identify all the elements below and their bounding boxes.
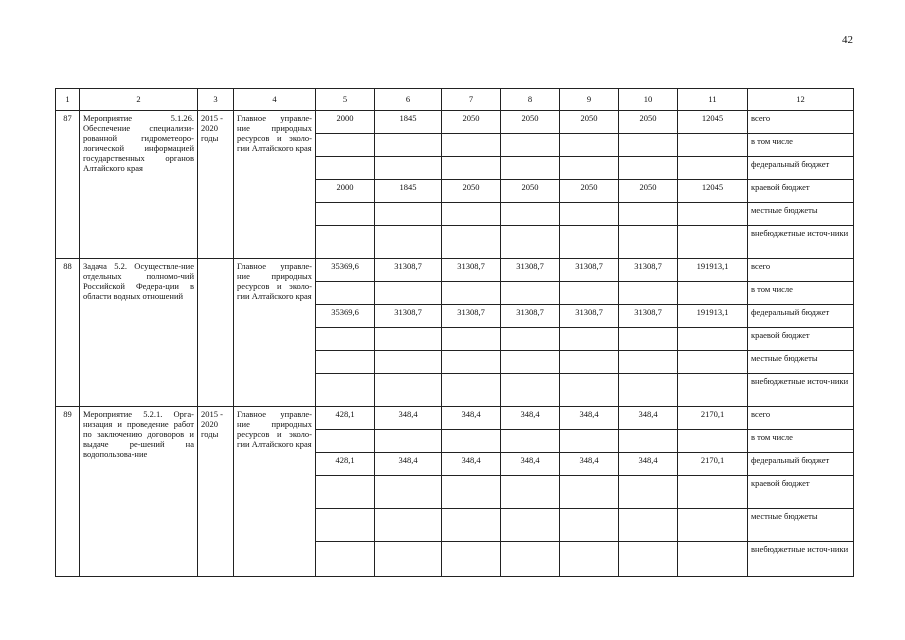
funding-source: краевой бюджет: [748, 180, 854, 203]
value-cell: [442, 542, 501, 577]
value-cell: [375, 374, 442, 407]
value-cell: 348,4: [442, 453, 501, 476]
value-cell: 1845: [375, 180, 442, 203]
funding-source: местные бюджеты: [748, 351, 854, 374]
value-cell: [316, 203, 375, 226]
value-cell: [501, 476, 560, 509]
period: 2015 - 2020 годы: [198, 111, 234, 259]
value-cell: [316, 374, 375, 407]
value-cell: [678, 351, 748, 374]
value-cell: 348,4: [375, 407, 442, 430]
value-cell: [678, 476, 748, 509]
value-cell: [619, 351, 678, 374]
value-cell: 31308,7: [501, 305, 560, 328]
funding-source: краевой бюджет: [748, 328, 854, 351]
value-cell: [678, 282, 748, 305]
value-cell: [316, 282, 375, 305]
value-cell: [678, 542, 748, 577]
value-cell: [619, 157, 678, 180]
value-cell: [619, 134, 678, 157]
value-cell: [501, 203, 560, 226]
value-cell: [619, 226, 678, 259]
value-cell: 428,1: [316, 407, 375, 430]
value-cell: [442, 328, 501, 351]
value-cell: [442, 509, 501, 542]
value-cell: [316, 226, 375, 259]
value-cell: [560, 430, 619, 453]
funding-source: федеральный бюджет: [748, 157, 854, 180]
value-cell: [560, 374, 619, 407]
header-cell: 12: [748, 89, 854, 111]
value-cell: [375, 542, 442, 577]
value-cell: 348,4: [375, 453, 442, 476]
value-cell: [316, 134, 375, 157]
value-cell: 2170,1: [678, 407, 748, 430]
funding-source: в том числе: [748, 430, 854, 453]
value-cell: [619, 509, 678, 542]
header-cell: 1: [56, 89, 80, 111]
header-cell: 11: [678, 89, 748, 111]
value-cell: 2050: [619, 111, 678, 134]
value-cell: [619, 328, 678, 351]
value-cell: 348,4: [619, 453, 678, 476]
funding-source: внебюджетные источ-ники: [748, 542, 854, 577]
value-cell: 31308,7: [501, 259, 560, 282]
value-cell: [560, 226, 619, 259]
value-cell: [619, 476, 678, 509]
value-cell: 31308,7: [560, 305, 619, 328]
value-cell: [442, 374, 501, 407]
value-cell: [678, 226, 748, 259]
funding-source: в том числе: [748, 282, 854, 305]
header-cell: 9: [560, 89, 619, 111]
value-cell: 191913,1: [678, 259, 748, 282]
value-cell: [375, 351, 442, 374]
value-cell: 31308,7: [619, 305, 678, 328]
header-cell: 6: [375, 89, 442, 111]
value-cell: [560, 542, 619, 577]
header-cell: 8: [501, 89, 560, 111]
value-cell: [375, 476, 442, 509]
funding-source: федеральный бюджет: [748, 305, 854, 328]
value-cell: 31308,7: [375, 305, 442, 328]
value-cell: 2170,1: [678, 453, 748, 476]
value-cell: [316, 351, 375, 374]
value-cell: [442, 134, 501, 157]
value-cell: [501, 351, 560, 374]
funding-source: внебюджетные источ-ники: [748, 374, 854, 407]
value-cell: [678, 157, 748, 180]
value-cell: 348,4: [442, 407, 501, 430]
header-cell: 10: [619, 89, 678, 111]
program-table: [55, 88, 854, 577]
measure-name: Мероприятие 5.1.26. Обеспечение специализи-рованной гидрометеоро-логической информацией государственных органов Алтайского края: [80, 111, 198, 259]
value-cell: [560, 328, 619, 351]
header-row: [56, 89, 854, 111]
header-cell: 5: [316, 89, 375, 111]
value-cell: [501, 328, 560, 351]
measure-name: Мероприятие 5.2.1. Орга-низация и проведение работ по заключению договоров и выдаче ре-шений на водопользова-ние: [80, 407, 198, 577]
value-cell: 31308,7: [442, 305, 501, 328]
table-row: [56, 259, 854, 282]
value-cell: [560, 351, 619, 374]
funding-source: всего: [748, 259, 854, 282]
value-cell: [619, 203, 678, 226]
value-cell: [442, 351, 501, 374]
value-cell: [375, 203, 442, 226]
value-cell: [375, 328, 442, 351]
value-cell: [501, 509, 560, 542]
value-cell: [316, 157, 375, 180]
value-cell: [678, 328, 748, 351]
value-cell: 35369,6: [316, 305, 375, 328]
table-row: [56, 111, 854, 134]
header-cell: 2: [80, 89, 198, 111]
value-cell: [375, 430, 442, 453]
value-cell: [560, 203, 619, 226]
value-cell: 2000: [316, 111, 375, 134]
executor: Главное управле-ние природных ресурсов и эколо-гии Алтайского края: [234, 407, 316, 577]
value-cell: [375, 157, 442, 180]
value-cell: [619, 282, 678, 305]
value-cell: [501, 542, 560, 577]
value-cell: 348,4: [501, 407, 560, 430]
value-cell: [316, 509, 375, 542]
value-cell: [678, 509, 748, 542]
value-cell: [316, 542, 375, 577]
value-cell: [501, 157, 560, 180]
value-cell: [501, 282, 560, 305]
value-cell: 2000: [316, 180, 375, 203]
value-cell: [501, 226, 560, 259]
value-cell: [442, 157, 501, 180]
value-cell: [375, 226, 442, 259]
funding-source: в том числе: [748, 134, 854, 157]
value-cell: [375, 509, 442, 542]
value-cell: [501, 374, 560, 407]
value-cell: [560, 509, 619, 542]
value-cell: 2050: [442, 180, 501, 203]
value-cell: 191913,1: [678, 305, 748, 328]
value-cell: [619, 542, 678, 577]
period: [198, 259, 234, 407]
value-cell: 12045: [678, 111, 748, 134]
executor: Главное управле-ние природных ресурсов и эколо-гии Алтайского края: [234, 259, 316, 407]
value-cell: [619, 430, 678, 453]
value-cell: [442, 203, 501, 226]
value-cell: 428,1: [316, 453, 375, 476]
header-cell: 4: [234, 89, 316, 111]
page-number: 42: [842, 34, 853, 46]
value-cell: [501, 134, 560, 157]
value-cell: [375, 282, 442, 305]
period: 2015 - 2020 годы: [198, 407, 234, 577]
value-cell: 12045: [678, 180, 748, 203]
value-cell: [619, 374, 678, 407]
value-cell: 31308,7: [619, 259, 678, 282]
row-number: 88: [56, 259, 80, 407]
funding-source: внебюджетные источ-ники: [748, 226, 854, 259]
measure-name: Задача 5.2. Осуществле-ние отдельных полномо-чий Российской Федера-ции в области водных отношений: [80, 259, 198, 407]
value-cell: [316, 430, 375, 453]
value-cell: [375, 134, 442, 157]
funding-source: всего: [748, 111, 854, 134]
value-cell: [560, 134, 619, 157]
value-cell: [560, 476, 619, 509]
value-cell: 2050: [619, 180, 678, 203]
value-cell: 2050: [560, 111, 619, 134]
row-number: 87: [56, 111, 80, 259]
value-cell: [678, 203, 748, 226]
value-cell: [678, 134, 748, 157]
value-cell: [442, 282, 501, 305]
executor: Главное управле-ние природных ресурсов и эколо-гии Алтайского края: [234, 111, 316, 259]
header-cell: 3: [198, 89, 234, 111]
value-cell: [678, 374, 748, 407]
value-cell: 348,4: [560, 407, 619, 430]
value-cell: 31308,7: [442, 259, 501, 282]
table-row: [56, 407, 854, 430]
value-cell: 35369,6: [316, 259, 375, 282]
value-cell: [678, 430, 748, 453]
value-cell: [316, 328, 375, 351]
value-cell: 31308,7: [375, 259, 442, 282]
value-cell: [560, 282, 619, 305]
funding-source: местные бюджеты: [748, 203, 854, 226]
value-cell: 2050: [442, 111, 501, 134]
value-cell: 348,4: [619, 407, 678, 430]
funding-source: всего: [748, 407, 854, 430]
value-cell: 348,4: [560, 453, 619, 476]
funding-source: федеральный бюджет: [748, 453, 854, 476]
header-cell: 7: [442, 89, 501, 111]
funding-source: местные бюджеты: [748, 509, 854, 542]
value-cell: 348,4: [501, 453, 560, 476]
value-cell: 2050: [560, 180, 619, 203]
value-cell: [442, 430, 501, 453]
funding-source: краевой бюджет: [748, 476, 854, 509]
value-cell: [501, 430, 560, 453]
row-number: 89: [56, 407, 80, 577]
value-cell: [442, 476, 501, 509]
value-cell: [316, 476, 375, 509]
value-cell: [560, 157, 619, 180]
value-cell: 2050: [501, 180, 560, 203]
value-cell: [442, 226, 501, 259]
value-cell: 2050: [501, 111, 560, 134]
value-cell: 1845: [375, 111, 442, 134]
value-cell: 31308,7: [560, 259, 619, 282]
